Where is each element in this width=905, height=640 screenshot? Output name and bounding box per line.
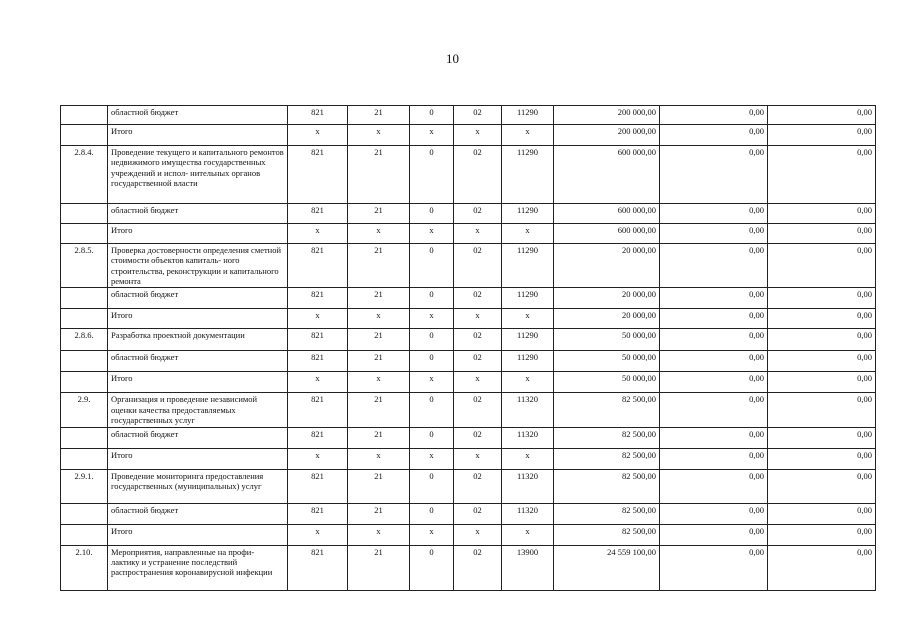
cell-index <box>61 448 108 469</box>
cell-code-item: 11320 <box>502 393 554 427</box>
cell-amount-year2: 0,00 <box>660 224 768 244</box>
cell-amount-year2: 0,00 <box>660 125 768 146</box>
cell-code-section: 21 <box>348 329 410 351</box>
cell-code-subprogram: 02 <box>454 469 502 503</box>
cell-amount-year1: 82 500,00 <box>554 503 660 524</box>
cell-index <box>61 351 108 372</box>
cell-code-item: 13900 <box>502 545 554 590</box>
cell-amount-year2: 0,00 <box>660 329 768 351</box>
cell-amount-year1: 600 000,00 <box>554 146 660 204</box>
cell-amount-year3: 0,00 <box>768 469 876 503</box>
cell-amount-year3: 0,00 <box>768 204 876 224</box>
cell-code-item: 11290 <box>502 204 554 224</box>
cell-code-item: 11290 <box>502 146 554 204</box>
cell-amount-year1: 82 500,00 <box>554 524 660 545</box>
cell-code-ministry: x <box>288 524 348 545</box>
cell-description: областной бюджет <box>108 351 288 372</box>
cell-amount-year1: 50 000,00 <box>554 372 660 393</box>
cell-code-section: 21 <box>348 351 410 372</box>
cell-code-program: 0 <box>410 204 454 224</box>
cell-index: 2.9. <box>61 393 108 427</box>
cell-amount-year3: 0,00 <box>768 427 876 448</box>
cell-amount-year3: 0,00 <box>768 448 876 469</box>
cell-code-subprogram: x <box>454 309 502 329</box>
cell-code-ministry: x <box>288 372 348 393</box>
cell-index <box>61 224 108 244</box>
cell-code-item: x <box>502 309 554 329</box>
cell-amount-year2: 0,00 <box>660 106 768 125</box>
cell-code-ministry: 821 <box>288 503 348 524</box>
table-row <box>61 224 876 244</box>
cell-amount-year1: 82 500,00 <box>554 448 660 469</box>
cell-code-subprogram: 02 <box>454 204 502 224</box>
cell-code-ministry: 821 <box>288 204 348 224</box>
cell-index: 2.8.6. <box>61 329 108 351</box>
cell-description: Итого <box>108 224 288 244</box>
cell-description: областной бюджет <box>108 427 288 448</box>
cell-code-ministry: 821 <box>288 351 348 372</box>
cell-code-item: 11290 <box>502 351 554 372</box>
cell-code-section: x <box>348 125 410 146</box>
cell-amount-year2: 0,00 <box>660 372 768 393</box>
table-row <box>61 427 876 448</box>
cell-amount-year1: 82 500,00 <box>554 427 660 448</box>
cell-code-ministry: x <box>288 224 348 244</box>
cell-code-subprogram: x <box>454 224 502 244</box>
page-number: 10 <box>446 51 459 66</box>
cell-amount-year2: 0,00 <box>660 309 768 329</box>
cell-description: Итого <box>108 524 288 545</box>
cell-amount-year2: 0,00 <box>660 244 768 288</box>
cell-code-item: 11320 <box>502 427 554 448</box>
cell-code-subprogram: x <box>454 372 502 393</box>
cell-code-ministry: x <box>288 309 348 329</box>
cell-code-ministry: x <box>288 125 348 146</box>
cell-amount-year1: 600 000,00 <box>554 204 660 224</box>
cell-amount-year2: 0,00 <box>660 503 768 524</box>
cell-amount-year2: 0,00 <box>660 448 768 469</box>
cell-index <box>61 309 108 329</box>
cell-code-section: x <box>348 524 410 545</box>
cell-code-program: 0 <box>410 503 454 524</box>
cell-code-subprogram: x <box>454 448 502 469</box>
cell-code-program: 0 <box>410 469 454 503</box>
cell-amount-year2: 0,00 <box>660 524 768 545</box>
cell-code-subprogram: 02 <box>454 106 502 125</box>
cell-code-item: 11290 <box>502 288 554 309</box>
cell-amount-year1: 200 000,00 <box>554 125 660 146</box>
cell-description: Итого <box>108 125 288 146</box>
table-row <box>61 204 876 224</box>
table-body <box>61 106 876 591</box>
cell-index: 2.8.4. <box>61 146 108 204</box>
cell-code-section: 21 <box>348 146 410 204</box>
cell-amount-year3: 0,00 <box>768 224 876 244</box>
cell-code-program: 0 <box>410 146 454 204</box>
cell-description: областной бюджет <box>108 106 288 125</box>
cell-code-ministry: 821 <box>288 427 348 448</box>
cell-description: областной бюджет <box>108 503 288 524</box>
cell-amount-year2: 0,00 <box>660 469 768 503</box>
cell-code-section: 21 <box>348 288 410 309</box>
cell-amount-year1: 20 000,00 <box>554 288 660 309</box>
table-row <box>61 329 876 351</box>
cell-code-ministry: 821 <box>288 288 348 309</box>
cell-code-item: x <box>502 224 554 244</box>
cell-code-section: 21 <box>348 427 410 448</box>
cell-index: 2.9.1. <box>61 469 108 503</box>
cell-code-subprogram: 02 <box>454 503 502 524</box>
cell-description: Организация и проведение независимой оценки качества предоставляемых государственных услуг <box>108 393 288 427</box>
cell-amount-year3: 0,00 <box>768 244 876 288</box>
cell-code-subprogram: x <box>454 125 502 146</box>
table-row <box>61 146 876 204</box>
cell-amount-year1: 600 000,00 <box>554 224 660 244</box>
cell-code-section: 21 <box>348 545 410 590</box>
cell-code-section: 21 <box>348 106 410 125</box>
cell-code-program: 0 <box>410 244 454 288</box>
cell-code-item: x <box>502 372 554 393</box>
cell-code-subprogram: 02 <box>454 288 502 309</box>
cell-code-program: x <box>410 224 454 244</box>
cell-code-item: 11290 <box>502 244 554 288</box>
cell-amount-year2: 0,00 <box>660 204 768 224</box>
cell-code-subprogram: 02 <box>454 393 502 427</box>
table-row <box>61 503 876 524</box>
cell-amount-year3: 0,00 <box>768 125 876 146</box>
cell-amount-year1: 20 000,00 <box>554 309 660 329</box>
cell-code-program: x <box>410 372 454 393</box>
cell-code-item: x <box>502 125 554 146</box>
cell-amount-year3: 0,00 <box>768 545 876 590</box>
table-row <box>61 372 876 393</box>
cell-code-program: x <box>410 125 454 146</box>
cell-code-section: 21 <box>348 469 410 503</box>
table-row <box>61 524 876 545</box>
cell-code-ministry: 821 <box>288 146 348 204</box>
cell-index <box>61 427 108 448</box>
cell-amount-year2: 0,00 <box>660 393 768 427</box>
cell-code-program: 0 <box>410 288 454 309</box>
cell-amount-year2: 0,00 <box>660 545 768 590</box>
cell-code-program: x <box>410 309 454 329</box>
cell-description: Итого <box>108 372 288 393</box>
cell-amount-year1: 82 500,00 <box>554 393 660 427</box>
cell-code-ministry: x <box>288 448 348 469</box>
cell-code-section: 21 <box>348 503 410 524</box>
cell-description: Разработка проектной документации <box>108 329 288 351</box>
cell-code-section: 21 <box>348 393 410 427</box>
cell-amount-year3: 0,00 <box>768 393 876 427</box>
cell-code-subprogram: 02 <box>454 244 502 288</box>
cell-code-ministry: 821 <box>288 244 348 288</box>
table-row <box>61 106 876 125</box>
cell-code-ministry: 821 <box>288 469 348 503</box>
cell-code-program: 0 <box>410 106 454 125</box>
table-row <box>61 309 876 329</box>
cell-code-ministry: 821 <box>288 393 348 427</box>
cell-code-item: 11320 <box>502 503 554 524</box>
cell-code-section: x <box>348 448 410 469</box>
cell-amount-year3: 0,00 <box>768 288 876 309</box>
cell-code-section: x <box>348 372 410 393</box>
cell-index <box>61 524 108 545</box>
cell-amount-year2: 0,00 <box>660 351 768 372</box>
cell-code-program: 0 <box>410 427 454 448</box>
cell-index <box>61 106 108 125</box>
cell-code-section: x <box>348 309 410 329</box>
table-row <box>61 393 876 427</box>
cell-index: 2.10. <box>61 545 108 590</box>
cell-description: Итого <box>108 309 288 329</box>
cell-index <box>61 125 108 146</box>
cell-code-subprogram: 02 <box>454 427 502 448</box>
cell-amount-year3: 0,00 <box>768 329 876 351</box>
cell-code-subprogram: 02 <box>454 329 502 351</box>
cell-code-program: 0 <box>410 329 454 351</box>
cell-code-item: x <box>502 448 554 469</box>
cell-index <box>61 503 108 524</box>
cell-code-ministry: 821 <box>288 545 348 590</box>
budget-table <box>60 105 876 591</box>
cell-amount-year2: 0,00 <box>660 288 768 309</box>
cell-code-program: 0 <box>410 545 454 590</box>
cell-amount-year2: 0,00 <box>660 146 768 204</box>
cell-amount-year3: 0,00 <box>768 503 876 524</box>
cell-code-subprogram: 02 <box>454 545 502 590</box>
cell-index <box>61 288 108 309</box>
cell-description: областной бюджет <box>108 288 288 309</box>
cell-amount-year1: 82 500,00 <box>554 469 660 503</box>
cell-amount-year1: 200 000,00 <box>554 106 660 125</box>
cell-code-subprogram: 02 <box>454 351 502 372</box>
table-row <box>61 469 876 503</box>
table-row <box>61 351 876 372</box>
cell-amount-year2: 0,00 <box>660 427 768 448</box>
cell-code-program: 0 <box>410 351 454 372</box>
cell-amount-year3: 0,00 <box>768 524 876 545</box>
cell-amount-year1: 20 000,00 <box>554 244 660 288</box>
cell-amount-year3: 0,00 <box>768 351 876 372</box>
cell-index: 2.8.5. <box>61 244 108 288</box>
cell-amount-year3: 0,00 <box>768 146 876 204</box>
cell-description: областной бюджет <box>108 204 288 224</box>
cell-code-program: x <box>410 448 454 469</box>
cell-description: Итого <box>108 448 288 469</box>
cell-code-section: 21 <box>348 204 410 224</box>
cell-index <box>61 372 108 393</box>
cell-code-section: 21 <box>348 244 410 288</box>
cell-code-program: 0 <box>410 393 454 427</box>
cell-amount-year1: 24 559 100,00 <box>554 545 660 590</box>
cell-description: Проведение мониторинга предоставления государственных (муниципальных) услуг <box>108 469 288 503</box>
table-row <box>61 125 876 146</box>
table-row <box>61 244 876 288</box>
cell-code-ministry: 821 <box>288 106 348 125</box>
cell-code-ministry: 821 <box>288 329 348 351</box>
cell-amount-year3: 0,00 <box>768 309 876 329</box>
cell-code-subprogram: x <box>454 524 502 545</box>
cell-description: Проверка достоверности определения сметной стоимости объектов капиталь- ного строительства, реконструкции и капитального ремонта <box>108 244 288 288</box>
table-row <box>61 288 876 309</box>
cell-amount-year3: 0,00 <box>768 106 876 125</box>
cell-amount-year1: 50 000,00 <box>554 329 660 351</box>
cell-code-section: x <box>348 224 410 244</box>
cell-code-program: x <box>410 524 454 545</box>
cell-code-item: x <box>502 524 554 545</box>
cell-code-subprogram: 02 <box>454 146 502 204</box>
cell-description: Мероприятия, направленные на профи- лактику и устранение последствий распространения коронавирусной инфекции <box>108 545 288 590</box>
cell-description: Проведение текущего и капитального ремонтов недвижимого имущества государственных учреждений и испол- нительных органов государственной власти <box>108 146 288 204</box>
cell-code-item: 11290 <box>502 106 554 125</box>
cell-code-item: 11290 <box>502 329 554 351</box>
cell-amount-year3: 0,00 <box>768 372 876 393</box>
table-row <box>61 545 876 590</box>
cell-index <box>61 204 108 224</box>
cell-amount-year1: 50 000,00 <box>554 351 660 372</box>
table-row <box>61 448 876 469</box>
cell-code-item: 11320 <box>502 469 554 503</box>
